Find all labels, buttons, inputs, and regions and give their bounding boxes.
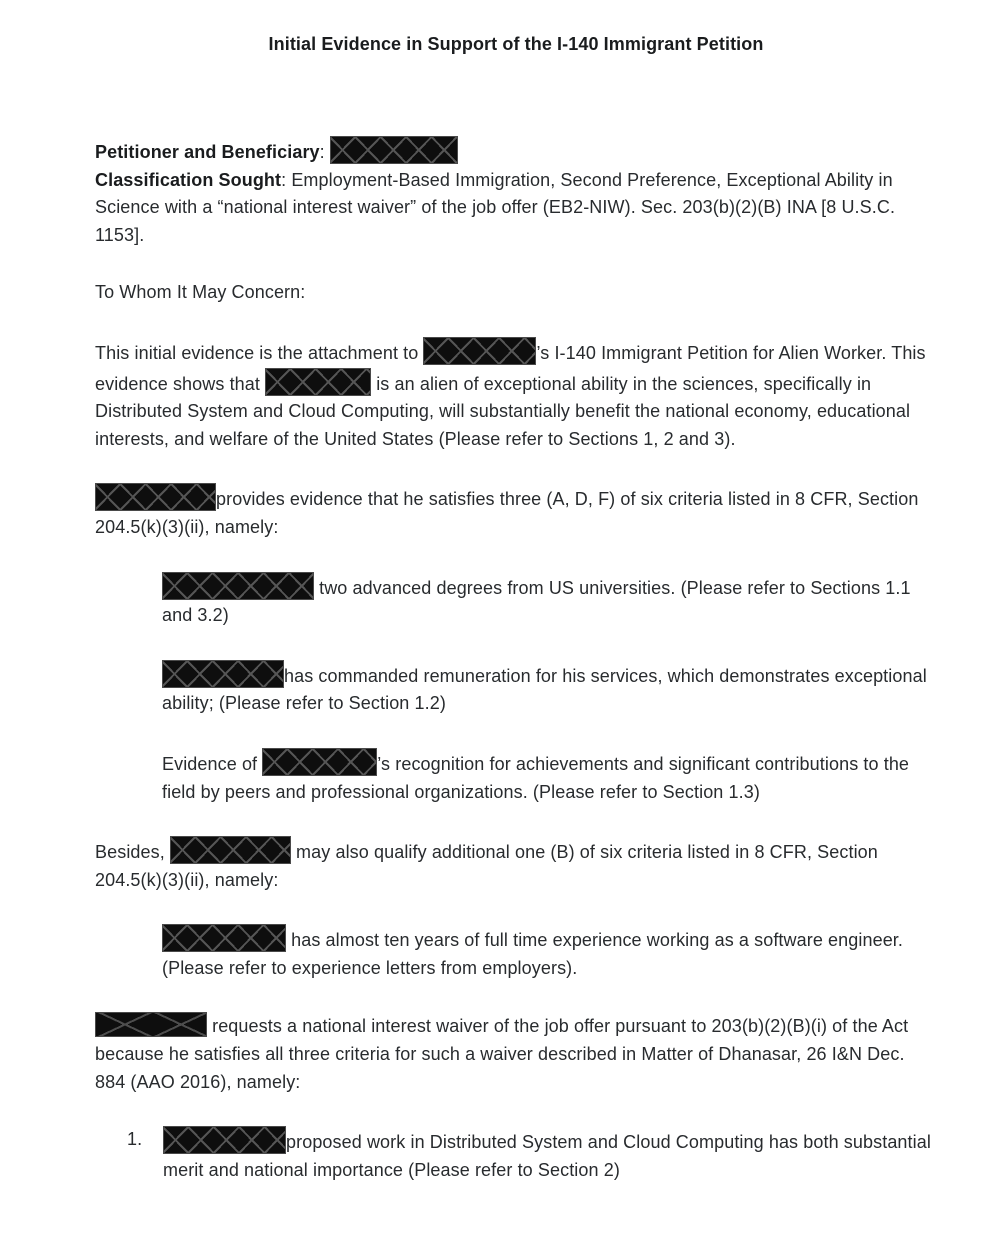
besides-paragraph: Besides, may also qualify additional one (B) of six criteria listed in 8 CFR, Section 204.5(k)(3)(ii), namely: — [95, 836, 937, 894]
document-body — [95, 136, 937, 1184]
classification-line: Classification Sought: Employment-Based Immigration, Second Preference, Exceptional Ability in Science with a “national interest waiver” of the job offer (EB2-NIW). Sec. 203(b)(2)(B) INA [8 U.S.C. 1153]. — [95, 169, 896, 245]
niw-request-paragraph: requests a national interest waiver of the job offer pursuant to 203(b)(2)(B)(i) of the Act because he satisfies all three criteria for such a waiver described in Matter of Dhanasar, 26 I&N Dec. 884 (AAO 2016), namely: — [95, 1012, 937, 1096]
criteria-intro: provides evidence that he satisfies three (A, D, F) of six criteria listed in 8 CFR, Section 204.5(k)(3)(ii), namely: — [95, 483, 937, 541]
redaction-box — [95, 483, 216, 511]
redaction-box — [162, 660, 284, 688]
redaction-box — [265, 368, 371, 396]
list-item-text: proposed work in Distributed System and Cloud Computing has both substantial merit and national importance (Please refer to Section 2) — [163, 1126, 937, 1184]
petitioner-line: Petitioner and Beneficiary: — [95, 136, 937, 167]
redaction-box — [262, 748, 377, 776]
document-title: Initial Evidence in Support of the I-140 Immigrant Petition — [268, 34, 764, 54]
salutation: To Whom It May Concern: — [95, 282, 306, 303]
criterion-recognition: Evidence of ’s recognition for achievements and significant contributions to the field by peers and professional organizations. (Please refer to Section 1.3) — [162, 748, 937, 806]
bold-label: Petitioner and Beneficiary — [95, 142, 320, 162]
redaction-box — [162, 924, 286, 952]
bold-label: Classification Sought — [95, 169, 282, 190]
list-number: 1. — [127, 1129, 143, 1150]
dhanasar-item-1 — [95, 1126, 937, 1184]
redaction-box — [170, 836, 291, 864]
criterion-experience: has almost ten years of full time experience working as a software engineer. (Please refer to experience letters from employers). — [162, 924, 937, 982]
redaction-box — [330, 136, 458, 164]
criterion-remuneration: has commanded remuneration for his services, which demonstrates exceptional ability; (Please refer to Section 1.2) — [162, 660, 937, 718]
intro-paragraph: This initial evidence is the attachment to ’s I-140 Immigrant Petition for Alien Worker. This evidence shows that is an alien of exceptional ability in the sciences, specifically in Distributed System and Cloud Computing, will substantially benefit the national economy, educational interests, and welfare of the United States (Please refer to Sections 1, 2 and 3). — [95, 337, 937, 453]
redaction-box — [163, 1126, 286, 1154]
redaction-box — [423, 337, 536, 365]
criterion-degrees: two advanced degrees from US universities. (Please refer to Sections 1.1 and 3.2) — [162, 572, 937, 630]
redaction-box — [162, 572, 314, 600]
redaction-box — [95, 1012, 207, 1037]
